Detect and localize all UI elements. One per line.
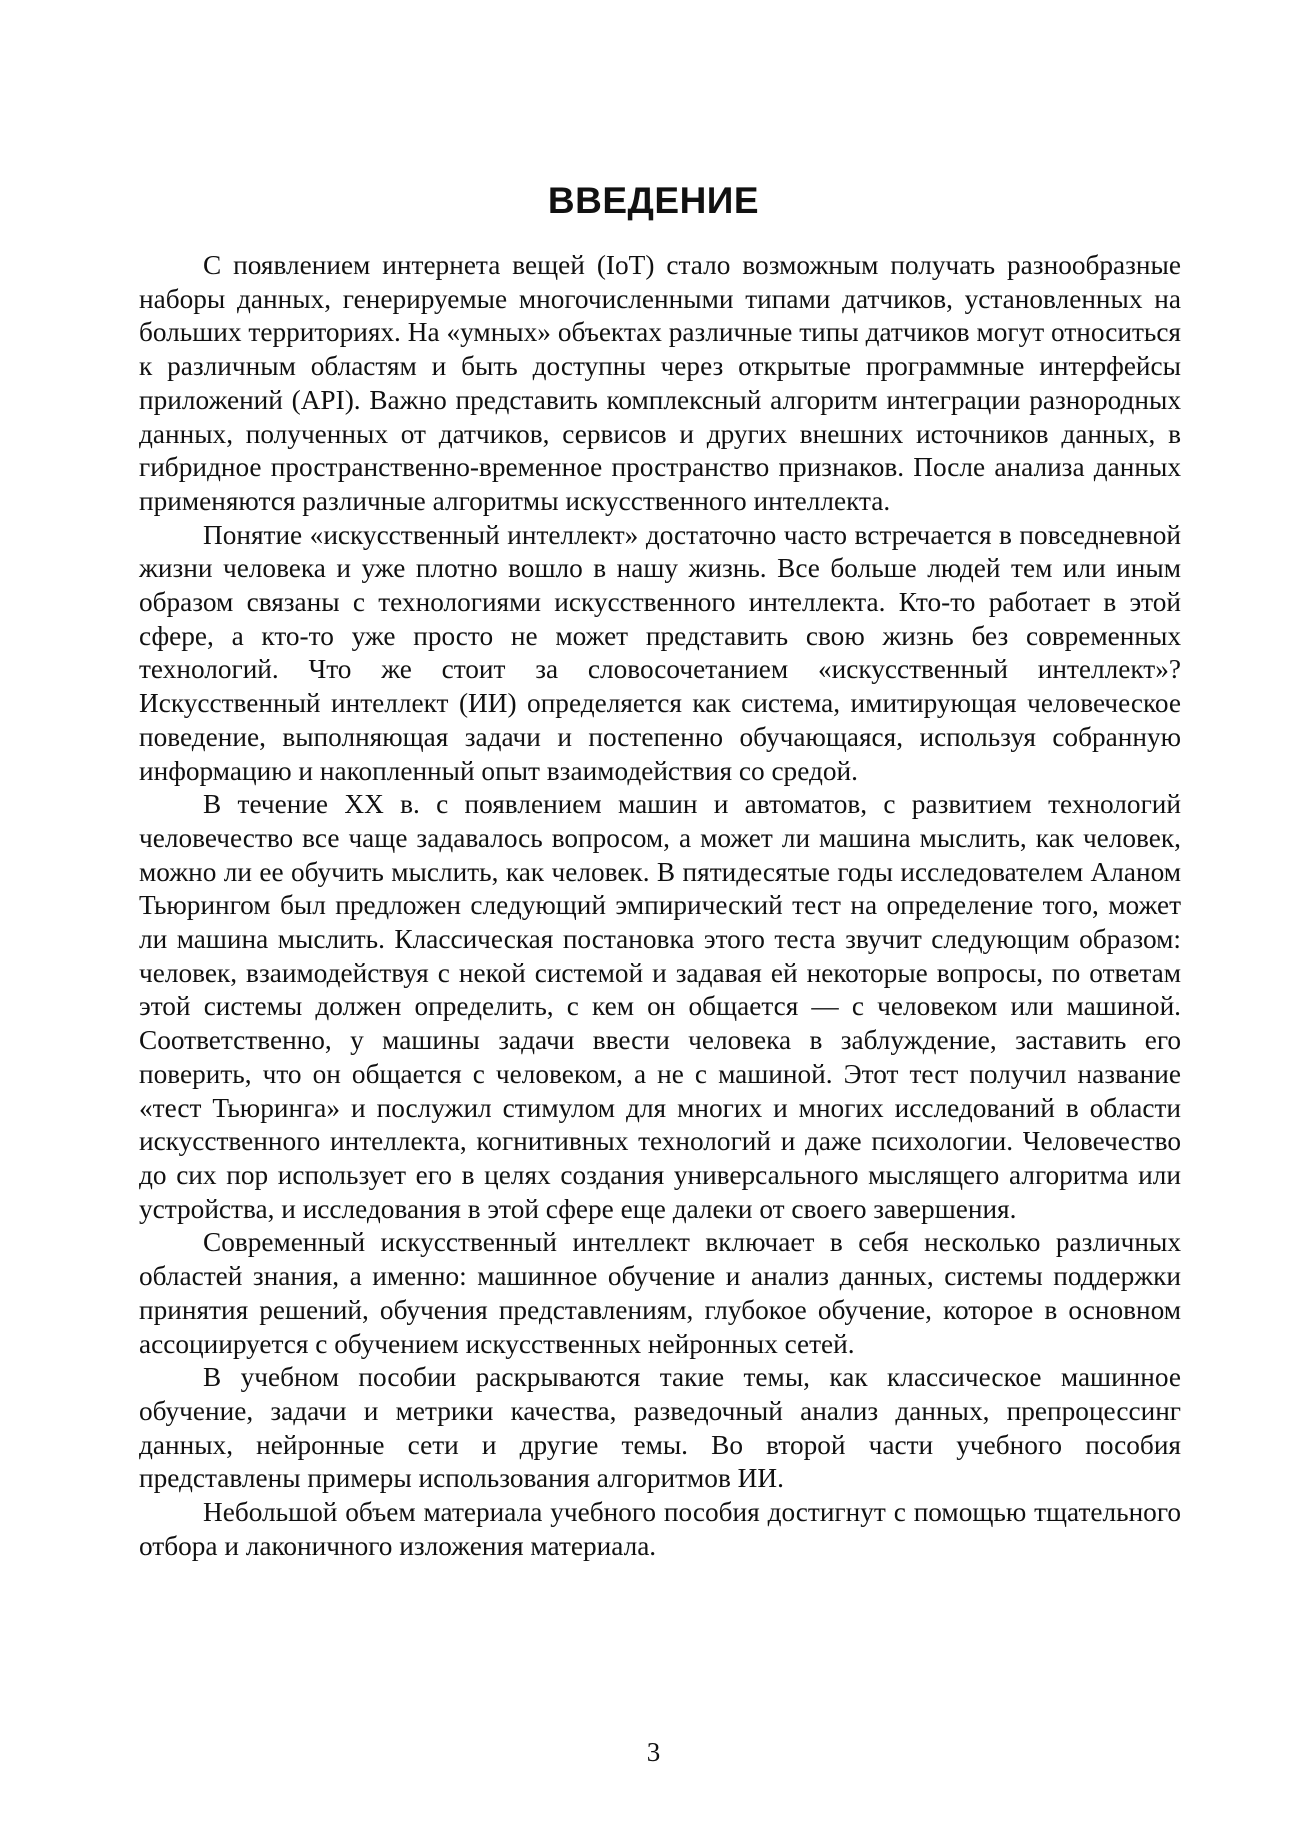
- paragraph-conclusion: Небольшой объем материала учебного пособия достигнут с помощью тщательного отбора и лаконичного изложения материала.: [139, 1497, 1181, 1561]
- paragraph-textbook-topics: В учебном пособии раскрываются такие темы, как классическое машинное обучение, задачи и метрики качества, разведочный анализ данных, препроцессинг данных, нейронные сети и другие темы. Во второй части учебного пособия представлены примеры использования алгоритмов ИИ.: [139, 1362, 1181, 1494]
- paragraph-ai-concept: Понятие «искусственный интеллект» достаточно часто встречается в повседневной жизни человека и уже плотно вошло в нашу жизнь. Все больше людей тем или иным образом связаны с технологиями искусственного интеллекта. Кто-то работает в этой сфере, а кто-то уже просто не может представить свою жизнь без современных технологий. Что же стоит за словосочетанием «искусственный интеллект»? Искусственный интеллект (ИИ) определяется как система, имитирующая человеческое поведение, выполняющая задачи и постепенно обучающаяся, используя собранную информацию и накопленный опыт взаимодействия со средой.: [139, 519, 1181, 786]
- paragraph-turing-test: В течение XX в. с появлением машин и автоматов, с развитием технологий человечество все чаще задавалось вопросом, а может ли машина мыслить, как человек, можно ли ее обучить мыслить, как человек. В пятидесятые годы исследователем Аланом Тьюрингом был предложен следующий эмпирический тест на определение того, может ли машина мыслить. Классическая постановка этого теста звучит следующим образом: человек, взаимодействуя с некой системой и задавая ей некоторые вопросы, по ответам этой системы должен определить, с кем он общается — с человеком или машиной. Соответственно, у машины задачи ввести человека в заблуждение, заставить его поверить, что он общается с человеком, а не с машиной. Этот тест получил название «тест Тьюринга» и послужил стимулом для многих и многих исследований в области искусственного интеллекта, когнитивных технологий и даже психологии. Человечество до сих пор использует его в целях создания универсального мыслящего алгоритма или устройства, и исследования в этой сфере еще далеки от своего завершения.: [139, 789, 1181, 1224]
- paragraph-iot: С появлением интернета вещей (IoT) стало возможным получать разнообразные наборы данных, генерируемые многочисленными типами датчиков, установленных на больших территориях. На «умных» объектах различные типы датчиков могут относиться к различным областям и быть доступны через открытые программные интерфейсы приложений (API). Важно представить комплексный алгоритм интеграции разнородных данных, полученных от датчиков, сервисов и других внешних источников данных, в гибридное пространственно-временное пространство признаков. После анализа данных применяются различные алгоритмы искусственного интеллекта.: [139, 250, 1181, 516]
- body-text: [139, 249, 1181, 1563]
- page-title: ВВЕДЕНИЕ: [547, 180, 760, 221]
- page-number: 3: [646, 1737, 661, 1767]
- paragraph-modern-ai: Современный искусственный интеллект включает в себя несколько различных областей знания, а именно: машинное обучение и анализ данных, системы поддержки принятия решений, обучения представлениям, глубокое обучение, которое в основном ассоциируется с обучением искусственных нейронных сетей.: [139, 1227, 1181, 1359]
